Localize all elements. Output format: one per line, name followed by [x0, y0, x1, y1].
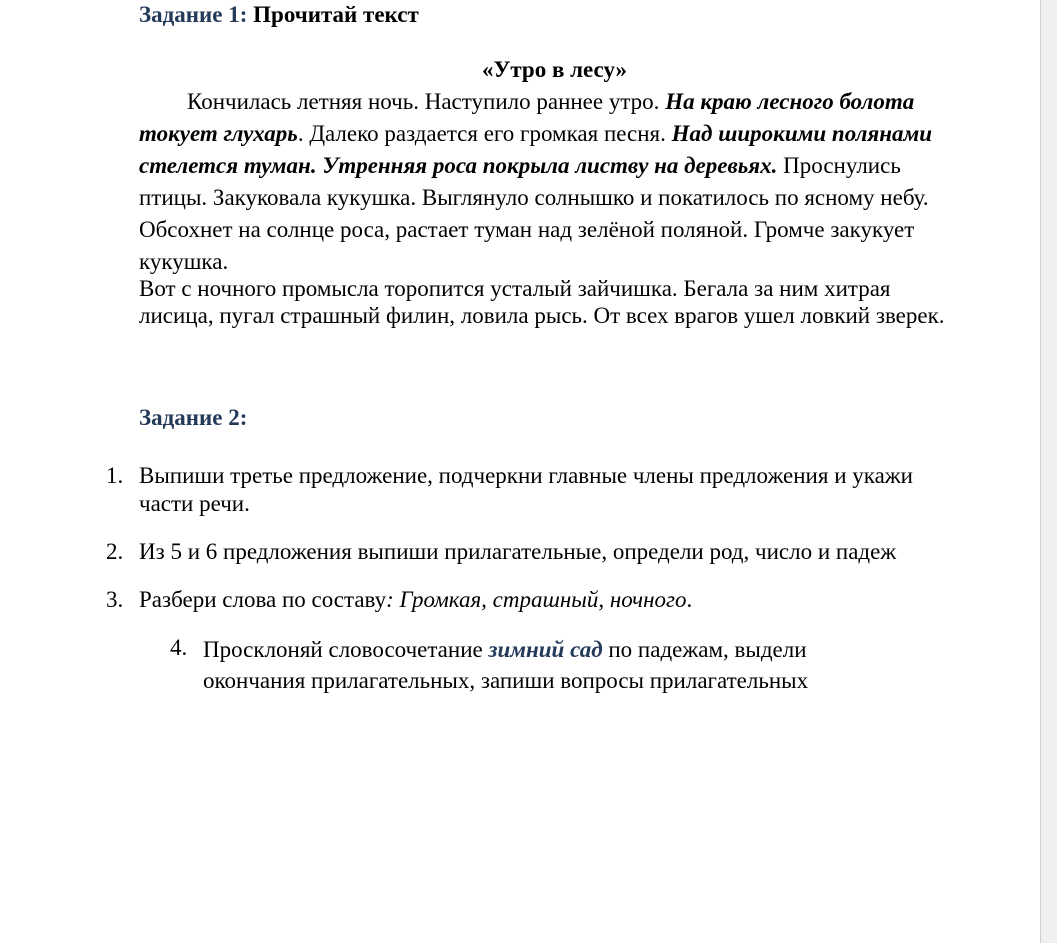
story-sentence-1: Кончилась летняя ночь. Наступило раннее утро.: [187, 89, 660, 114]
story-paragraph: [139, 86, 970, 278]
story-sentence-bold-1-end: .: [297, 121, 304, 146]
list-item-text: [139, 586, 969, 614]
story-sentence-rest: Проснулись птицы. Закуковала кукушка. Выглянуло солнышко и покатилось по ясному небу. Обсохнет на солнце роса, растает туман над зелёной поляной. Громче закукует кукушка.: [139, 153, 929, 274]
list-item-text: Выпиши третье предложение, подчеркни главные члены предложения и укажи части речи.: [139, 463, 913, 516]
list-number: 4.: [170, 635, 188, 660]
list-number: 2.: [106, 539, 124, 564]
list-item-end: .: [686, 587, 693, 612]
list-item-text-main: Разбери слова по составу: [139, 587, 387, 612]
task2-heading: Задание 2:: [139, 405, 248, 430]
story-sentence-3: Далеко раздается его громкая песня.: [309, 121, 666, 146]
task1-instruction: Прочитай текст: [253, 2, 419, 27]
task1-label: Задание 1:: [139, 2, 248, 27]
list-number: 3.: [106, 587, 124, 612]
task1-heading: [139, 1, 419, 29]
list-item-text: Из 5 и 6 предложения выпиши прилагательные, определи род, число и падеж: [139, 539, 897, 564]
list-item-text-after: по падежам, выдели окончания прилагательных, запиши вопросы прилагательных: [203, 637, 809, 693]
list-item-colon: :: [386, 587, 400, 612]
highlighted-phrase: зимний сад: [488, 637, 603, 662]
page-edge: [1040, 0, 1057, 943]
list-item-text: [203, 634, 903, 696]
story-tail-paragraph: Вот с ночного промысла торопится усталый зайчишка. Бегала за ним хитрая лисица, пугал страшный филин, ловила рысь. От всех врагов ушел ловкий зверек.: [139, 276, 945, 328]
list-number: 1.: [106, 463, 124, 488]
story-sentence-bold-2: Над широкими полянами стелется туман. Утренняя роса покрыла листву на деревьях.: [139, 121, 933, 178]
story-title: «Утро в лесу»: [481, 57, 628, 82]
analysis-words: Громкая, страшный, ночного: [399, 587, 687, 612]
list-item-text-before: Просклоняй словосочетание: [203, 637, 489, 662]
story-sentence-bold-1: На краю лесного болота токует глухарь: [139, 89, 915, 146]
